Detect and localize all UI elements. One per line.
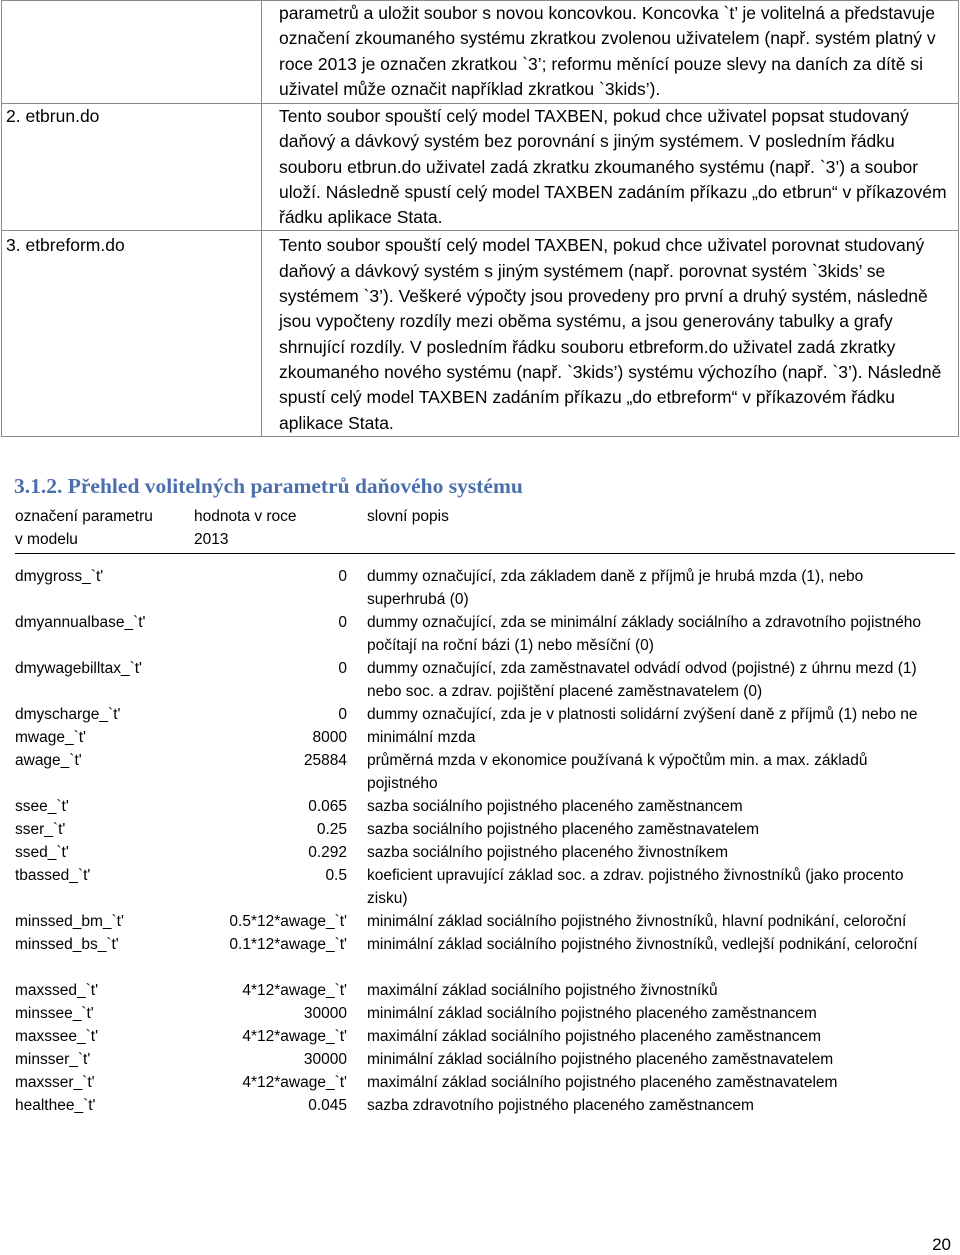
parameter-name: minsser_`t' (15, 1051, 91, 1068)
parameter-value: 0.25 (316, 821, 347, 838)
parameter-description: maximální základ sociálního pojistného placeného zaměstnancem (367, 1028, 822, 1045)
parameters-header (15, 505, 955, 554)
file-name: 2. etbrun.do (2, 104, 262, 231)
files-row (2, 104, 959, 231)
parameter-name: dmygross_`t' (15, 568, 104, 585)
parameter-description: minimální mzda (367, 729, 476, 746)
parameters-table (15, 505, 955, 1117)
parameter-name: minssed_bs_`t' (15, 936, 119, 953)
parameter-name: mwage_`t' (15, 729, 87, 746)
parameter-description: koeficient upravující základ soc. a zdrav. pojistného živnostníků (jako procento zisku) (367, 867, 904, 907)
parameter-row (15, 611, 955, 657)
file-name: 3. etbreform.do (2, 231, 262, 436)
parameter-row (15, 1071, 955, 1094)
parameter-row (15, 703, 955, 726)
parameter-value: 0 (338, 614, 347, 631)
parameters-body (15, 565, 955, 1117)
parameter-row (15, 565, 955, 611)
parameter-name: maxssee_`t' (15, 1028, 99, 1045)
parameter-value: 0 (338, 660, 347, 677)
parameter-name: tbassed_`t' (15, 867, 91, 884)
parameter-value: 4*12*awage_`t' (242, 1028, 347, 1045)
files-row (2, 231, 959, 436)
parameter-description: minimální základ sociálního pojistného placeného zaměstnancem (367, 1005, 817, 1022)
parameter-description: sazba zdravotního pojistného placeného zaměstnancem (367, 1097, 754, 1114)
parameter-description: dummy označující, zda je v platnosti solidární zvýšení daně z příjmů (1) nebo ne (367, 706, 918, 723)
files-row (2, 1, 959, 104)
page-number: 20 (932, 1235, 951, 1254)
parameter-row (15, 864, 955, 910)
section-title: 3.1.2. Přehled volitelných parametrů daňového systému (14, 474, 523, 498)
parameter-description: minimální základ sociálního pojistného placeného zaměstnavatelem (367, 1051, 834, 1068)
files-table (1, 0, 959, 437)
parameter-name: minssed_bm_`t' (15, 913, 124, 930)
parameter-value: 0 (338, 706, 347, 723)
parameter-row (15, 795, 955, 818)
parameter-name: maxsser_`t' (15, 1074, 95, 1091)
parameter-row (15, 1094, 955, 1117)
file-description: parametrů a uložit soubor s novou koncovkou. Koncovka `t’ je volitelná a představuje označení zkoumaného systému zkratkou zvolenou uživatelem (např. systém platný v roce 2013 je označen zkratkou `3’; reformu měnící pouze slevy na daních za dítě si uživatel může označit například zkratkou `3kids’). (262, 1, 959, 104)
parameter-value: 4*12*awage_`t' (242, 1074, 347, 1091)
file-description: Tento soubor spouští celý model TAXBEN, pokud chce uživatel porovnat studovaný daňový a dávkový systém s jiným systémem (např. porovnat systém `3kids’ se systémem `3’). Veškeré výpočty jsou provedeny pro první a druhý systém, následně jsou vypočteny rozdíly mezi oběma systému, a jsou generovány tabulky a grafy shrnující rozdíly. V posledním řádku souboru etbreform.do uživatel zadá zkratky zkoumaného nového systému (např. `3kids’) systému výchozího (např. `3’). Následně spustí celý model TAXBEN zadáním příkazu „do etbreform“ v příkazovém řádku aplikace Stata. (262, 231, 959, 436)
parameter-row (15, 1048, 955, 1071)
parameter-name: dmyscharge_`t' (15, 706, 121, 723)
parameter-row (15, 910, 955, 933)
parameter-name: healthee_`t' (15, 1097, 96, 1114)
parameter-value: 30000 (303, 1051, 347, 1068)
parameter-name: dmyannualbase_`t' (15, 614, 146, 631)
header-value: hodnota v roce 2013 (194, 508, 297, 548)
parameter-name: dmywagebilltax_`t' (15, 660, 143, 677)
parameter-row (15, 841, 955, 864)
parameter-row (15, 726, 955, 749)
header-description: slovní popis (367, 508, 449, 525)
parameter-name: awage_`t' (15, 752, 82, 769)
parameter-value: 4*12*awage_`t' (242, 982, 347, 999)
parameter-name: ssee_`t' (15, 798, 69, 815)
parameter-value: 8000 (312, 729, 347, 746)
parameter-description: dummy označující, zda se minimální základy sociálního a zdravotního pojistného počítají na roční bázi (1) nebo měsíční (0) (367, 614, 921, 654)
parameter-name: maxssed_`t' (15, 982, 99, 999)
parameter-description: sazba sociálního pojistného placeného zaměstnavatelem (367, 821, 760, 838)
parameter-description: minimální základ sociálního pojistného živnostníků, hlavní podnikání, celoroční (367, 913, 907, 930)
parameter-description: sazba sociálního pojistného placeného zaměstnancem (367, 798, 743, 815)
parameter-value: 0.292 (308, 844, 347, 861)
parameter-row (15, 657, 955, 703)
file-description: Tento soubor spouští celý model TAXBEN, pokud chce uživatel popsat studovaný daňový a dávkový systém bez porovnání s jiným systémem. V posledním řádku souboru etbrun.do uživatel zadá zkratku zkoumaného systému (např. `3’) a soubor uloží. Následně spustí celý model TAXBEN zadáním příkazu „do etbrun“ v příkazovém řádku aplikace Stata. (262, 104, 959, 231)
parameter-description: dummy označující, zda zaměstnavatel odvádí odvod (pojistné) z úhrnu mezd (1) nebo soc. a zdrav. pojištění placené zaměstnavatelem (0) (367, 660, 917, 700)
parameter-description: sazba sociálního pojistného placeného živnostníkem (367, 844, 729, 861)
parameter-name: sser_`t' (15, 821, 66, 838)
parameter-value: 30000 (303, 1005, 347, 1022)
parameter-value: 0 (338, 568, 347, 585)
parameter-name: minssee_`t' (15, 1005, 94, 1022)
parameter-value: 0.5*12*awage_`t' (229, 913, 347, 930)
file-name (2, 1, 262, 104)
parameter-row (15, 933, 955, 979)
parameter-row (15, 1002, 955, 1025)
parameter-value: 0.1*12*awage_`t' (229, 936, 347, 953)
parameter-row (15, 979, 955, 1002)
header-name: označení parametru v modelu (15, 508, 153, 548)
parameter-row (15, 749, 955, 795)
parameter-description: minimální základ sociálního pojistného živnostníků, vedlejší podnikání, celoroční (367, 936, 918, 953)
parameter-name: ssed_`t' (15, 844, 69, 861)
parameter-description: průměrná mzda v ekonomice používaná k výpočtům min. a max. základů pojistného (367, 752, 868, 792)
parameter-value: 0.065 (308, 798, 347, 815)
parameter-description: maximální základ sociálního pojistného placeného zaměstnavatelem (367, 1074, 838, 1091)
parameter-value: 25884 (303, 752, 347, 769)
parameter-row (15, 1025, 955, 1048)
parameter-description: dummy označující, zda základem daně z příjmů je hrubá mzda (1), nebo superhrubá (0) (367, 568, 864, 608)
parameter-row (15, 818, 955, 841)
parameter-description: maximální základ sociálního pojistného živnostníků (367, 982, 718, 999)
parameter-value: 0.5 (325, 867, 347, 884)
parameter-value: 0.045 (308, 1097, 347, 1114)
